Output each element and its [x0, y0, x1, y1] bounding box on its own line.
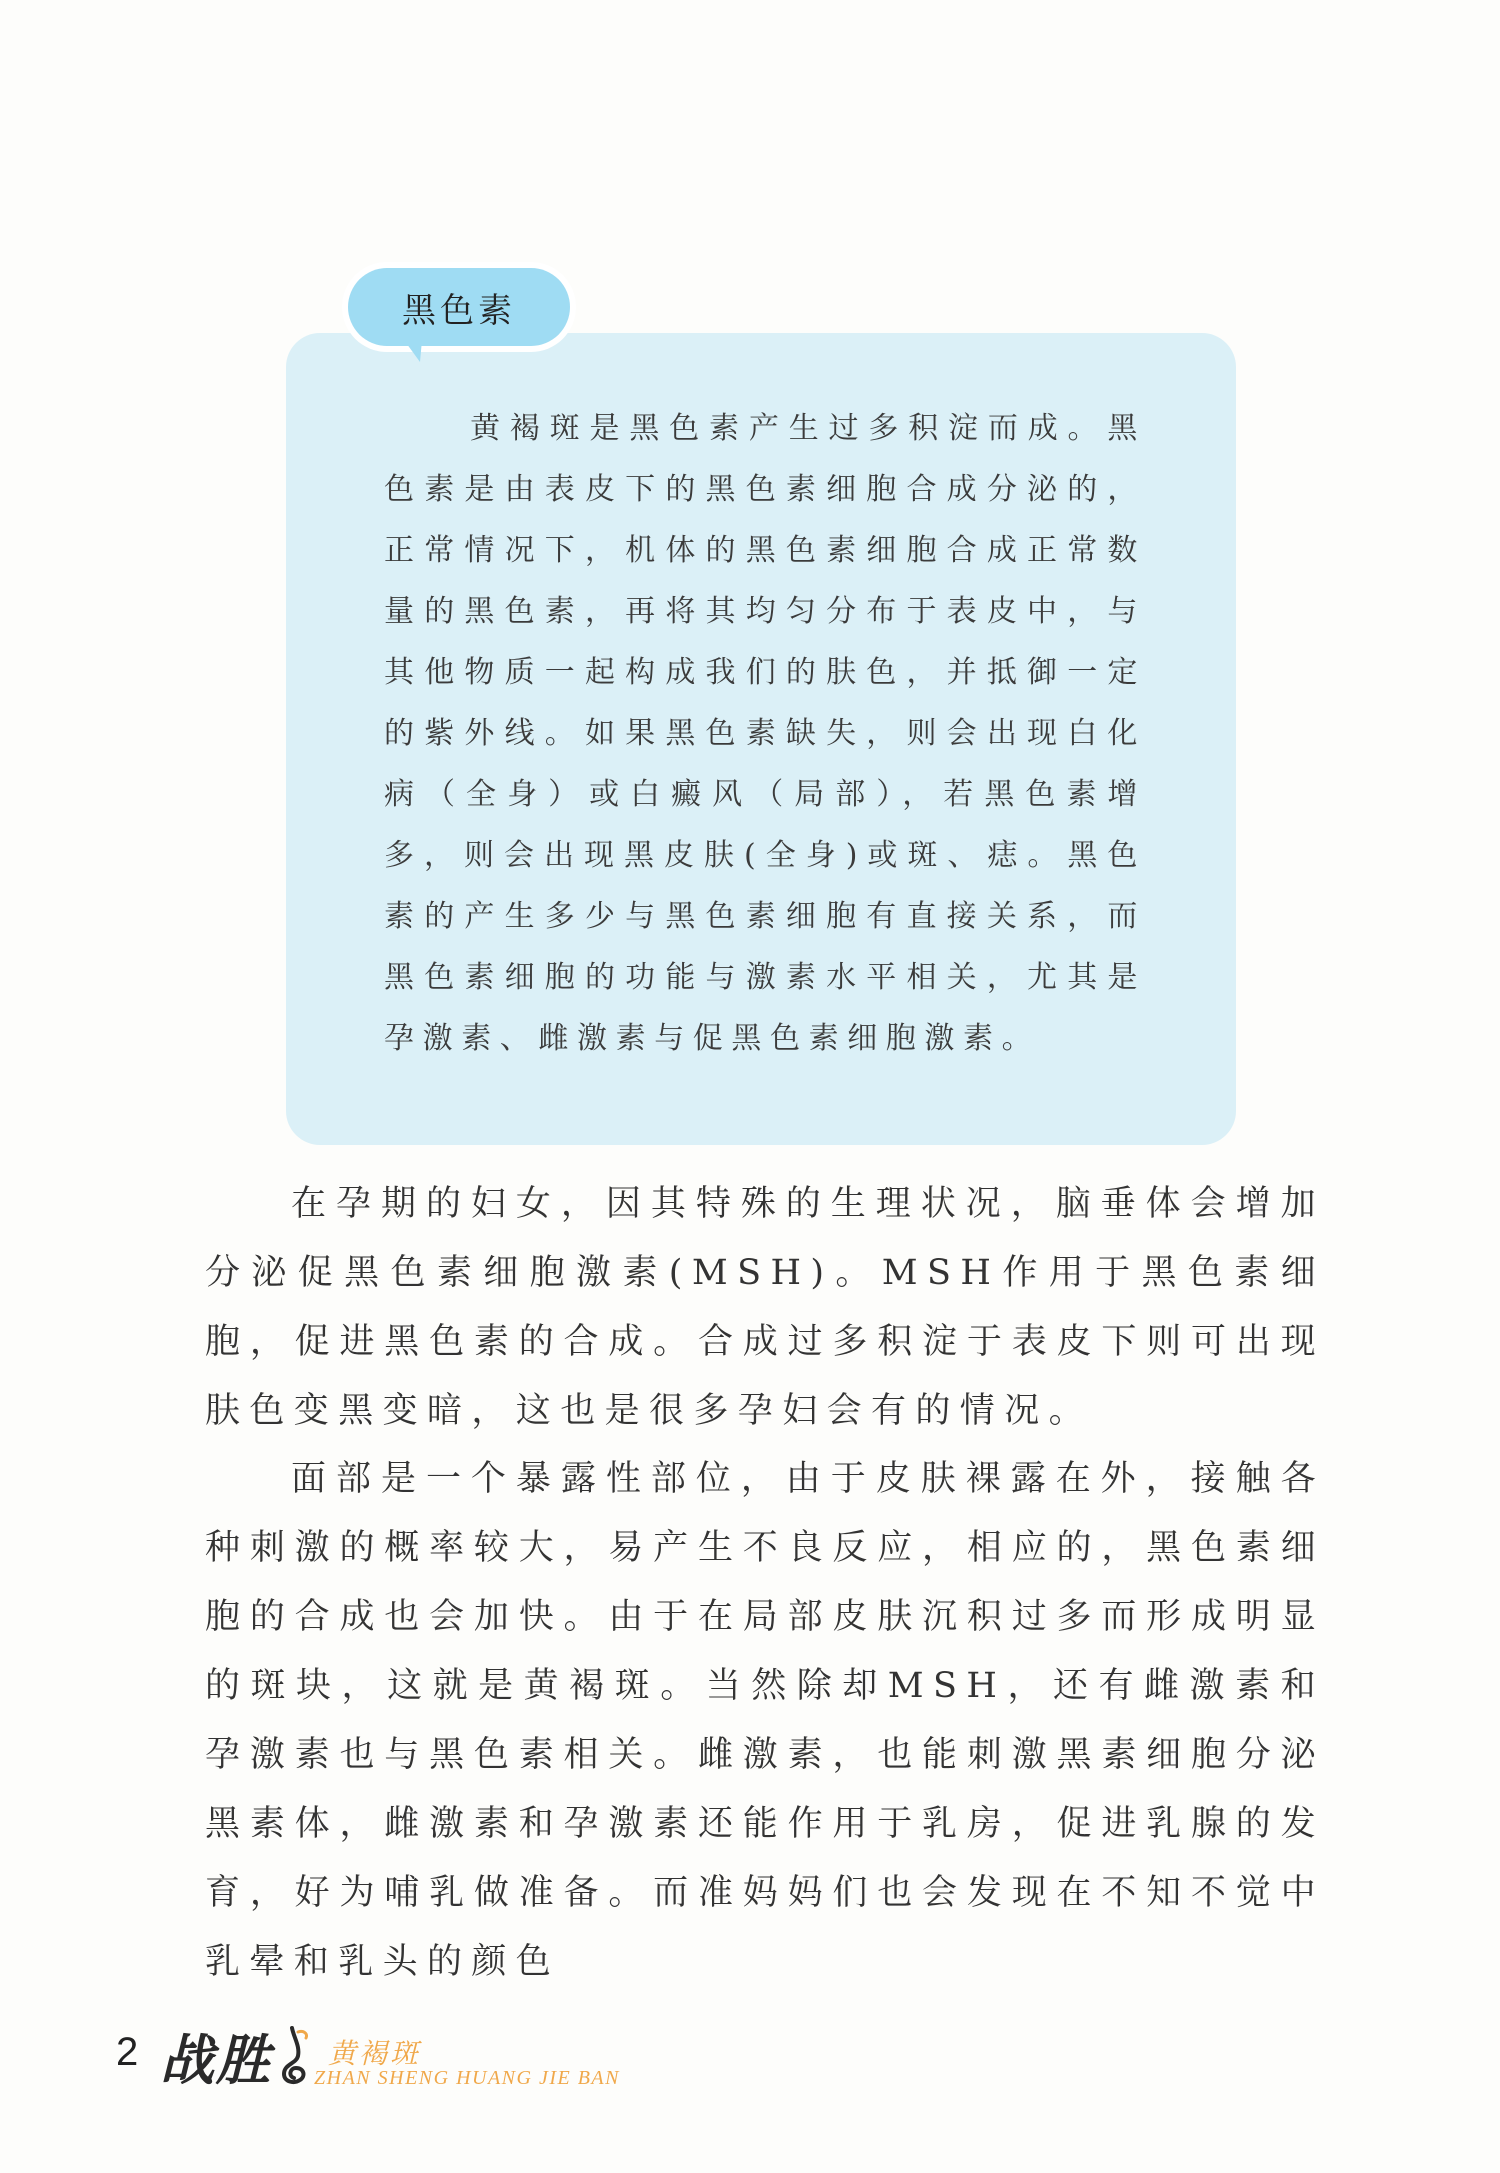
body-paragraph-2: 面部是一个暴露性部位，由于皮肤裸露在外，接触各种刺激的概率较大，易产生不良反应，相应的，黑色素细胞的合成也会加快。由于在局部皮肤沉积过多而形成明显的斑块，这就是黄褐斑。当然除却MSH，还有雌激素和孕激素也与黑色素相关。雌激素，也能刺激黑素细胞分泌黑素体，雌激素和孕激素还能作用于乳房，促进乳腺的发育，好为哺乳做准备。而准妈妈们也会发现在不知不觉中乳晕和乳头的颜色	[205, 1459, 1325, 1982]
page-number: 2	[116, 2030, 139, 2074]
brand-title: 战胜	[160, 2029, 272, 2092]
body-paragraph-1: 在孕期的妇女，因其特殊的生理状况，脑垂体会增加分泌促黑色素细胞激素(MSH)。MSH作用于黑色素细胞，促进黑色素的合成。合成过多积淀于表皮下则可出现肤色变黑变暗，这也是很多孕妇会有的情况。	[205, 1184, 1325, 1431]
book-title-pinyin: ZHAN SHENG HUANG JIE BAN	[314, 2067, 620, 2089]
book-title: 黄褐斑	[328, 2037, 422, 2070]
sidebar-tag-label: 黑色素	[402, 290, 516, 331]
sidebar-tag-tail	[404, 340, 422, 362]
sidebar-tag	[348, 268, 570, 346]
brand-swirl-icon	[278, 2024, 318, 2088]
sidebar-text: 黄褐斑是黑色素产生过多积淀而成。黑色素是由表皮下的黑色素细胞合成分泌的，正常情况下，机体的黑色素细胞合成正常数量的黑色素，再将其均匀分布于表皮中，与其他物质一起构成我们的肤色，并抵御一定的紫外线。如果黑色素缺失，则会出现白化病（全身）或白癜风（局部），若黑色素增多，则会出现黑皮肤(全身)或斑、痣。黑色素的产生多少与黑色素细胞有直接关系，而黑色素细胞的功能与激素水平相关，尤其是孕激素、雌激素与促黑色素细胞激素。	[384, 411, 1146, 1056]
